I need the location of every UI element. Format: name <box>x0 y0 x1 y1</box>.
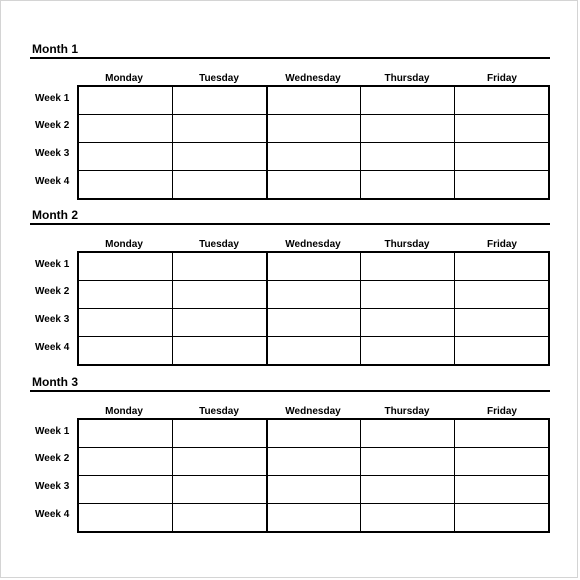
day-header-thursday: Thursday <box>384 73 430 84</box>
cell-thursday[interactable] <box>361 504 455 533</box>
cell-wednesday[interactable] <box>267 281 361 309</box>
cell-friday[interactable] <box>455 419 549 448</box>
cell-tuesday[interactable] <box>172 476 266 504</box>
cell-monday[interactable] <box>78 281 172 309</box>
cell-thursday[interactable] <box>361 115 455 143</box>
cell-monday[interactable] <box>78 504 172 533</box>
month-section-1 <box>30 42 550 202</box>
cell-thursday[interactable] <box>361 143 455 171</box>
week-label-2: Week 2 <box>35 120 70 131</box>
schedule-grid <box>77 85 550 200</box>
day-header-tuesday: Tuesday <box>199 239 239 250</box>
cell-wednesday[interactable] <box>267 337 361 366</box>
cell-wednesday[interactable] <box>267 171 361 200</box>
week-row-4 <box>78 504 549 533</box>
cell-thursday[interactable] <box>361 448 455 476</box>
cell-tuesday[interactable] <box>172 281 266 309</box>
cell-friday[interactable] <box>455 86 549 115</box>
day-header-monday: Monday <box>105 73 143 84</box>
cell-tuesday[interactable] <box>172 337 266 366</box>
cell-friday[interactable] <box>455 337 549 366</box>
cell-friday[interactable] <box>455 504 549 533</box>
cell-friday[interactable] <box>455 143 549 171</box>
cell-monday[interactable] <box>78 143 172 171</box>
cell-friday[interactable] <box>455 252 549 281</box>
cell-tuesday[interactable] <box>172 86 266 115</box>
day-header-friday: Friday <box>486 406 517 417</box>
week-label-3: Week 3 <box>35 148 70 159</box>
cell-wednesday[interactable] <box>267 448 361 476</box>
cell-friday[interactable] <box>455 476 549 504</box>
cell-monday[interactable] <box>78 337 172 366</box>
week-label-4: Week 4 <box>35 509 70 520</box>
day-header-wednesday: Wednesday <box>285 406 341 417</box>
day-header-monday: Monday <box>105 239 143 250</box>
month-title: Month 2 <box>32 208 78 222</box>
schedule-grid <box>77 418 550 533</box>
week-label-4: Week 4 <box>35 176 70 187</box>
week-row-3 <box>78 476 549 504</box>
cell-tuesday[interactable] <box>172 448 266 476</box>
cell-wednesday[interactable] <box>267 86 361 115</box>
week-row-3 <box>78 309 549 337</box>
cell-tuesday[interactable] <box>172 419 266 448</box>
cell-thursday[interactable] <box>361 337 455 366</box>
cell-wednesday[interactable] <box>267 419 361 448</box>
cell-wednesday[interactable] <box>267 309 361 337</box>
month-section-3 <box>30 375 550 535</box>
week-label-4: Week 4 <box>35 342 70 353</box>
day-header-friday: Friday <box>486 73 517 84</box>
day-header-wednesday: Wednesday <box>285 239 341 250</box>
cell-friday[interactable] <box>455 448 549 476</box>
cell-wednesday[interactable] <box>267 504 361 533</box>
month-title: Month 3 <box>32 375 78 389</box>
cell-monday[interactable] <box>78 171 172 200</box>
week-row-1 <box>78 419 549 448</box>
cell-monday[interactable] <box>78 86 172 115</box>
week-row-4 <box>78 171 549 200</box>
month-divider <box>30 390 550 392</box>
week-label-1: Week 1 <box>35 93 70 104</box>
day-header-monday: Monday <box>105 406 143 417</box>
cell-wednesday[interactable] <box>267 476 361 504</box>
week-label-2: Week 2 <box>35 453 70 464</box>
cell-wednesday[interactable] <box>267 115 361 143</box>
month-divider <box>30 57 550 59</box>
day-header-wednesday: Wednesday <box>285 73 341 84</box>
week-row-3 <box>78 143 549 171</box>
cell-thursday[interactable] <box>361 171 455 200</box>
cell-tuesday[interactable] <box>172 252 266 281</box>
cell-thursday[interactable] <box>361 281 455 309</box>
week-row-2 <box>78 281 549 309</box>
day-header-friday: Friday <box>486 239 517 250</box>
week-label-3: Week 3 <box>35 481 70 492</box>
cell-monday[interactable] <box>78 115 172 143</box>
week-row-2 <box>78 115 549 143</box>
schedule-grid <box>77 251 550 366</box>
cell-wednesday[interactable] <box>267 143 361 171</box>
cell-thursday[interactable] <box>361 252 455 281</box>
cell-monday[interactable] <box>78 419 172 448</box>
cell-tuesday[interactable] <box>172 504 266 533</box>
cell-monday[interactable] <box>78 448 172 476</box>
cell-friday[interactable] <box>455 281 549 309</box>
cell-friday[interactable] <box>455 115 549 143</box>
week-label-1: Week 1 <box>35 426 70 437</box>
day-header-tuesday: Tuesday <box>199 406 239 417</box>
week-row-4 <box>78 337 549 366</box>
cell-thursday[interactable] <box>361 86 455 115</box>
week-label-3: Week 3 <box>35 314 70 325</box>
cell-monday[interactable] <box>78 252 172 281</box>
cell-wednesday[interactable] <box>267 252 361 281</box>
month-divider <box>30 223 550 225</box>
week-label-2: Week 2 <box>35 286 70 297</box>
cell-tuesday[interactable] <box>172 143 266 171</box>
cell-friday[interactable] <box>455 171 549 200</box>
cell-monday[interactable] <box>78 476 172 504</box>
day-header-thursday: Thursday <box>384 406 430 417</box>
cell-thursday[interactable] <box>361 476 455 504</box>
cell-thursday[interactable] <box>361 309 455 337</box>
day-header-thursday: Thursday <box>384 239 430 250</box>
cell-tuesday[interactable] <box>172 171 266 200</box>
cell-monday[interactable] <box>78 309 172 337</box>
week-label-1: Week 1 <box>35 259 70 270</box>
cell-tuesday[interactable] <box>172 115 266 143</box>
month-section-2 <box>30 208 550 368</box>
day-header-tuesday: Tuesday <box>199 73 239 84</box>
week-row-1 <box>78 252 549 281</box>
week-row-2 <box>78 448 549 476</box>
cell-thursday[interactable] <box>361 419 455 448</box>
month-title: Month 1 <box>32 42 78 56</box>
cell-friday[interactable] <box>455 309 549 337</box>
week-row-1 <box>78 86 549 115</box>
cell-tuesday[interactable] <box>172 309 266 337</box>
